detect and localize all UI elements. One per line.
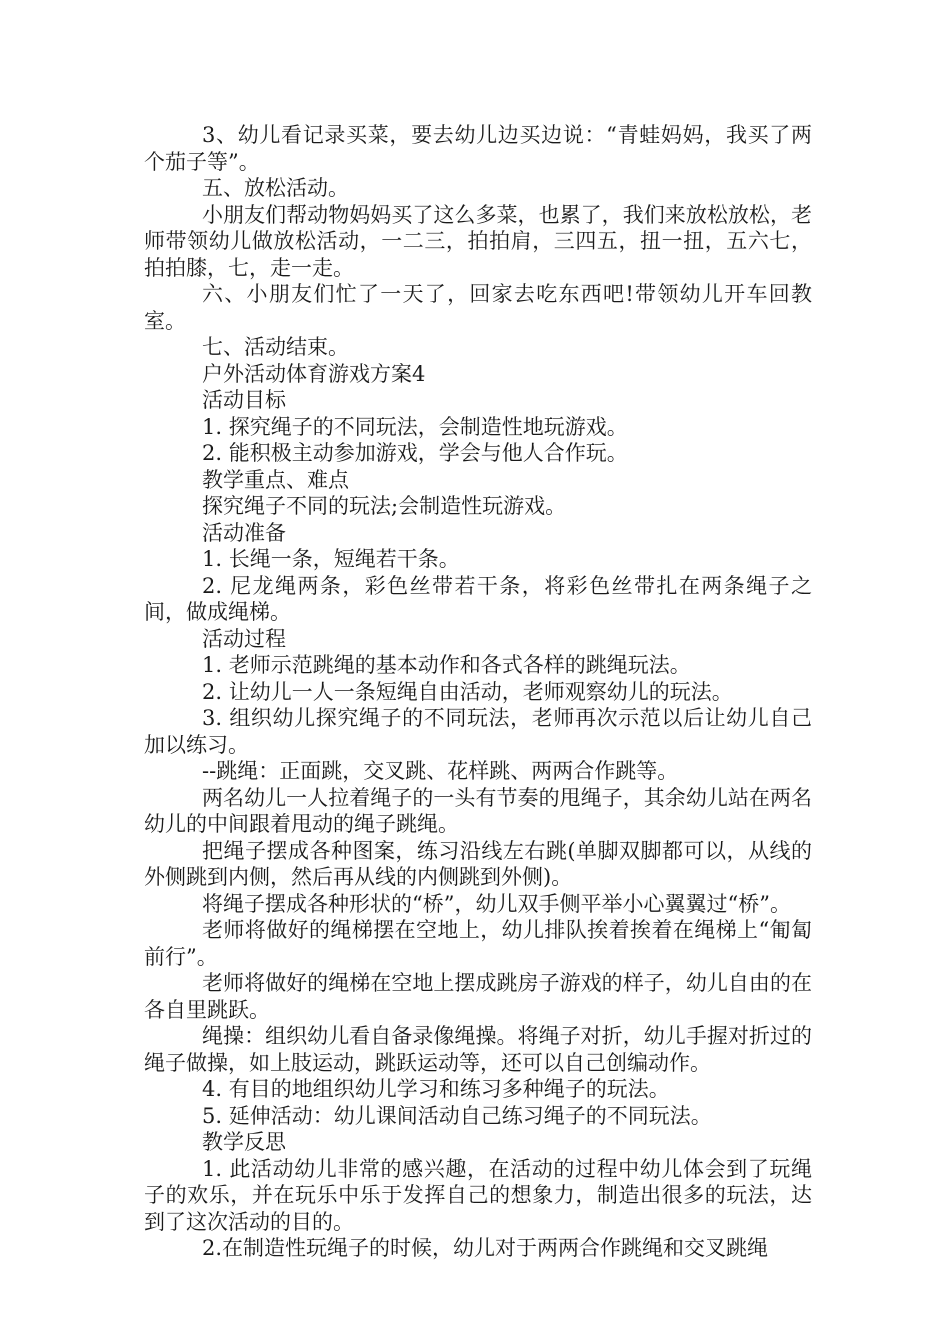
list-item: 4. 有目的地组织幼儿学习和练习多种绳子的玩法。 bbox=[202, 1077, 670, 1101]
section-heading: 七、活动结束。 bbox=[202, 335, 349, 359]
paragraph: 将绳子摆成各种形状的“桥”，幼儿双手侧平举小心翼翼过“桥”。 bbox=[202, 891, 791, 916]
list-item: 1. 此活动幼儿非常的感兴趣，在活动的过程中幼儿体会到了玩绳子的欢乐，并在玩乐中乐于发挥自己的想象力，制造出很多的玩法，达到了这次活动的目的。 bbox=[144, 1156, 812, 1234]
section-heading: 教学重点、难点 bbox=[202, 467, 349, 492]
paragraph: 把绳子摆成各种图案，练习沿线左右跳(单脚双脚都可以，从线的外侧跳到内侧，然后再从线的内侧跳到外侧)。 bbox=[144, 838, 812, 889]
list-item: 1. 探究绳子的不同玩法，会制造性地玩游戏。 bbox=[202, 414, 628, 439]
list-item: 2.在制造性玩绳子的时候，幼儿对于两两合作跳绳和交叉跳绳 bbox=[202, 1236, 769, 1260]
paragraph: 探究绳子不同的玩法;会制造性玩游戏。 bbox=[202, 494, 567, 518]
section-heading: 教学反思 bbox=[202, 1130, 286, 1154]
paragraph: 六、小朋友们忙了一天了，回家去吃东西吧!带领幼儿开车回教室。 bbox=[144, 282, 812, 333]
list-item: 5. 延伸活动：幼儿课间活动自己练习绳子的不同玩法。 bbox=[202, 1103, 712, 1128]
section-heading: 活动过程 bbox=[202, 626, 286, 651]
list-item: 2. 让幼儿一人一条短绳自由活动，老师观察幼儿的玩法。 bbox=[202, 679, 733, 704]
list-item: 3. 组织幼儿探究绳子的不同玩法，老师再次示范以后让幼儿自己加以练习。 bbox=[144, 706, 812, 757]
paragraph: 3、幼儿看记录买菜，要去幼儿边买边说：“青蛙妈妈，我买了两个茄子等”。 bbox=[144, 123, 812, 174]
paragraph: 小朋友们帮动物妈妈买了这么多菜，也累了，我们来放松放松，老师带领幼儿做放松活动，一二三，拍拍肩，三四五，扭一扭，五六七，拍拍膝，七，走一走。 bbox=[144, 202, 812, 280]
list-item: 1. 长绳一条，短绳若干条。 bbox=[202, 547, 460, 571]
section-heading: 活动准备 bbox=[202, 520, 286, 545]
paragraph: 老师将做好的绳梯在空地上摆成跳房子游戏的样子，幼儿自由的在各自里跳跃。 bbox=[144, 971, 812, 1022]
paragraph: 绳操：组织幼儿看自备录像绳操。将绳子对折，幼儿手握对折过的绳子做操，如上肢运动，跳跃运动等，还可以自己创编动作。 bbox=[144, 1024, 812, 1075]
section-heading: 活动目标 bbox=[202, 388, 286, 412]
paragraph: 两名幼儿一人拉着绳子的一头有节奏的甩绳子，其余幼儿站在两名幼儿的中间跟着甩动的绳子跳绳。 bbox=[144, 785, 812, 836]
section-heading: 五、放松活动。 bbox=[202, 176, 349, 200]
paragraph: 老师将做好的绳梯摆在空地上，幼儿排队挨着挨着在绳梯上“匍匐前行”。 bbox=[144, 918, 812, 969]
paragraph: --跳绳：正面跳，交叉跳、花样跳、两两合作跳等。 bbox=[202, 759, 679, 783]
list-item: 2. 尼龙绳两条，彩色丝带若干条，将彩色丝带扎在两条绳子之间，做成绳梯。 bbox=[144, 573, 812, 624]
list-item: 1. 老师示范跳绳的基本动作和各式各样的跳绳玩法。 bbox=[202, 653, 691, 677]
document-body bbox=[144, 122, 812, 1262]
document-subtitle: 户外活动体育游戏方案4 bbox=[202, 361, 426, 386]
list-item: 2. 能积极主动参加游戏，学会与他人合作玩。 bbox=[202, 441, 628, 465]
